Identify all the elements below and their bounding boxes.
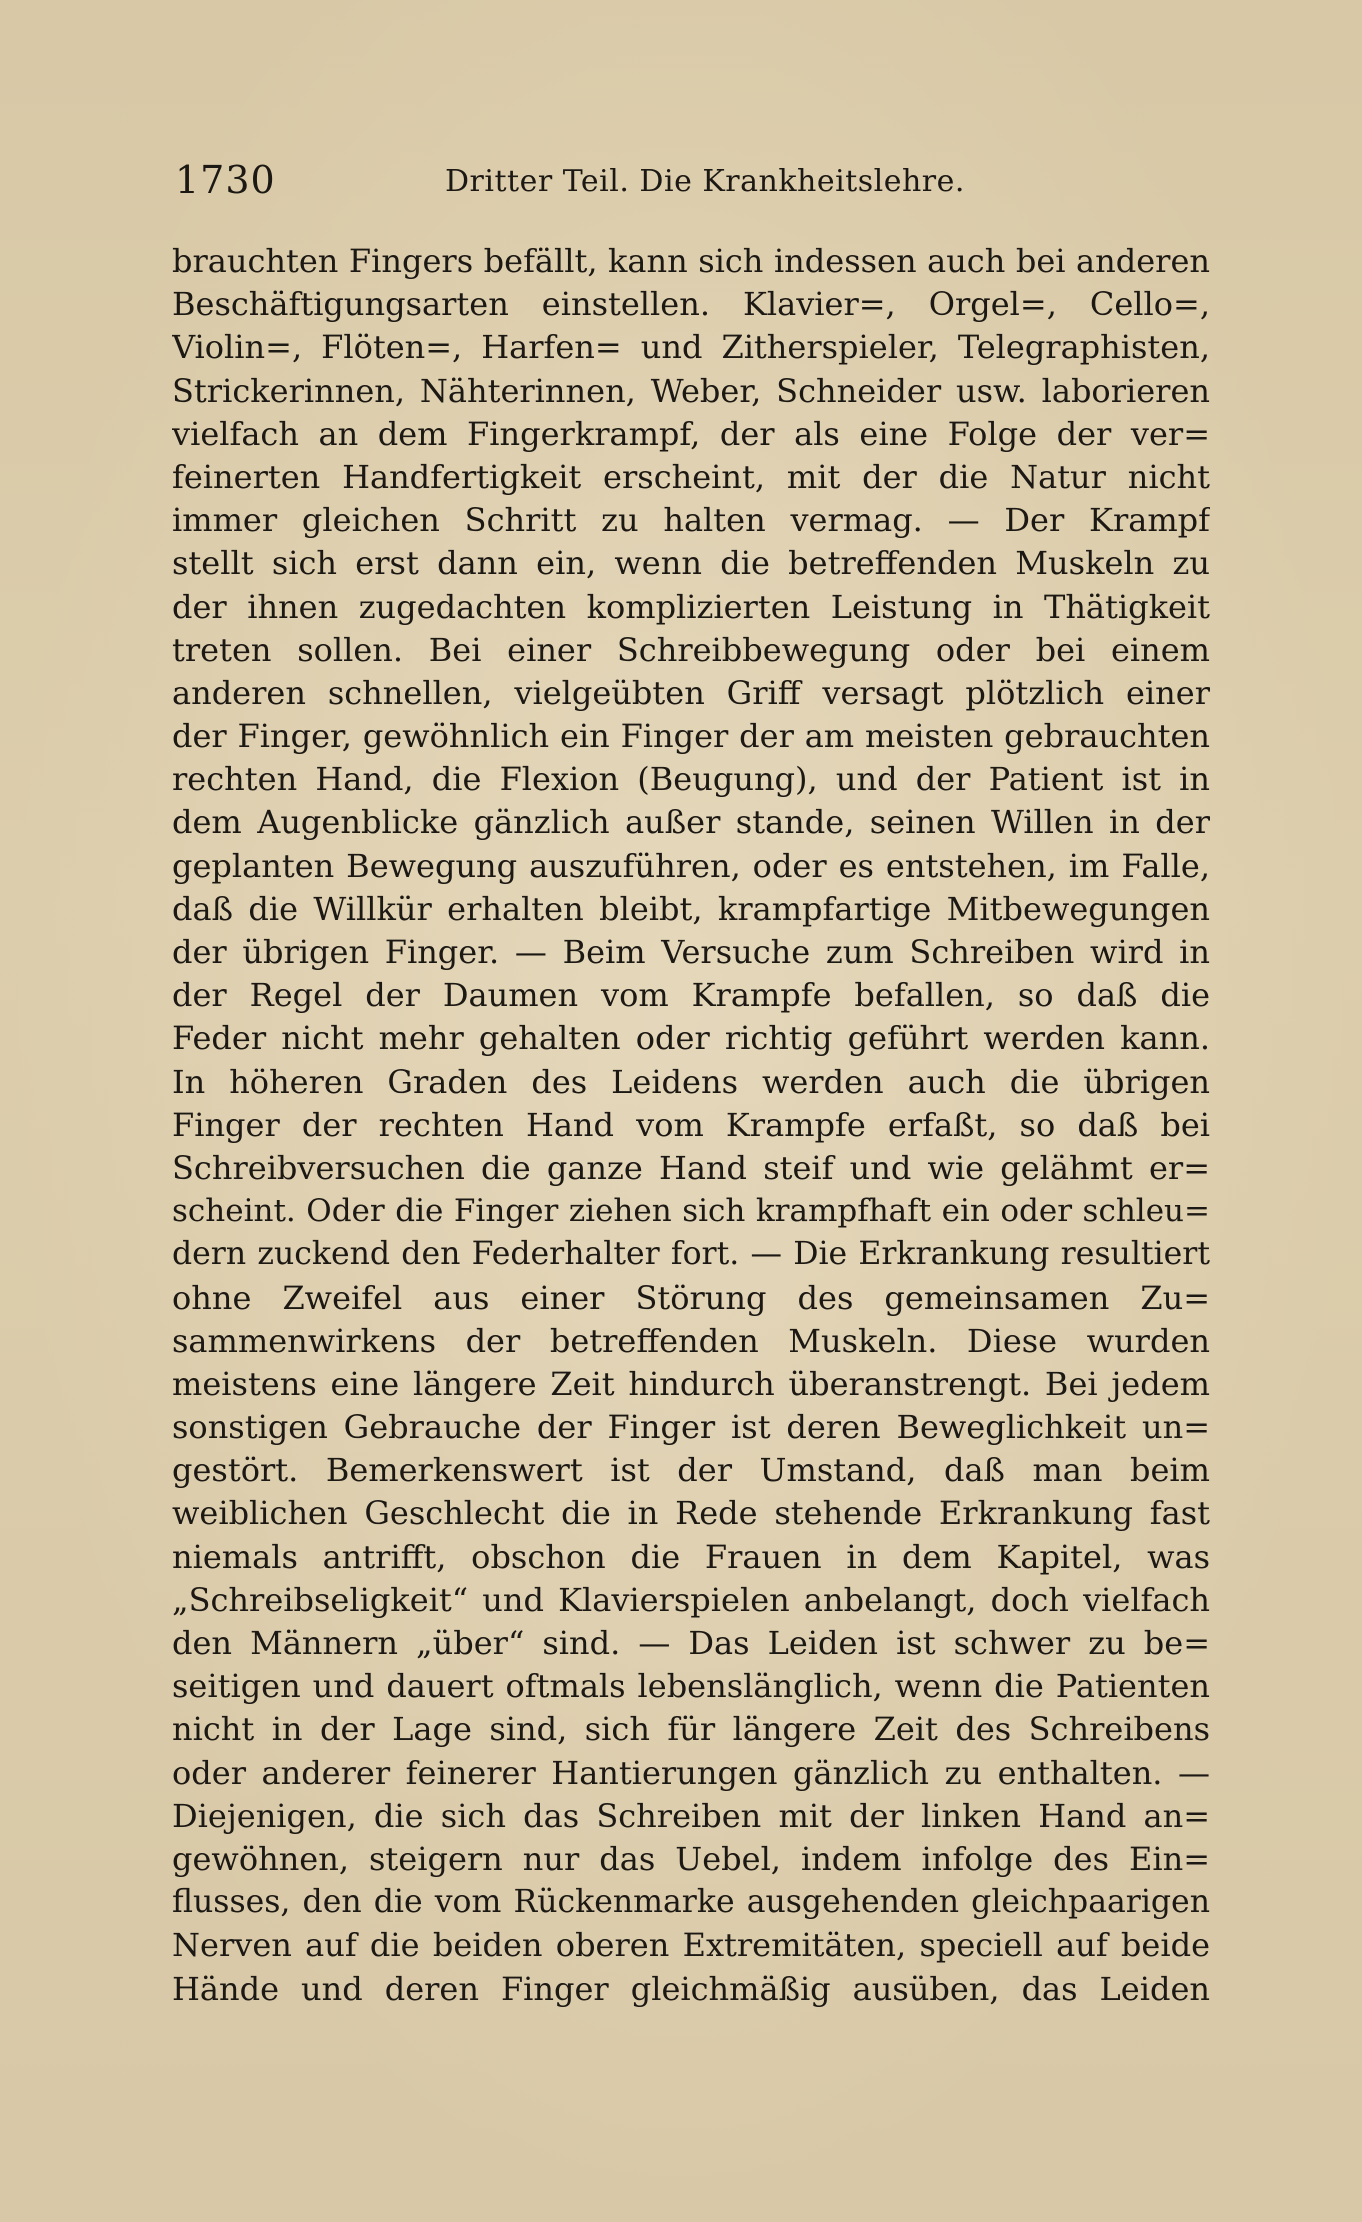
- text-line: daß die Willkür erhalten bleibt, krampfartige Mitbewegungen: [172, 889, 1210, 928]
- text-line: flusses, den die vom Rückenmarke ausgehenden gleichpaarigen: [172, 1884, 1210, 1921]
- text-line: sammenwirkens der betreffenden Muskeln. Diese wurden: [172, 1321, 1210, 1360]
- text-line: dem Augenblicke gänzlich außer stande, seinen Willen in der: [172, 803, 1210, 842]
- text-line: In höheren Graden des Leidens werden auch die übrigen: [172, 1062, 1210, 1101]
- text-line: der Regel der Daumen vom Krampfe befallen, so daß die: [172, 976, 1210, 1015]
- text-line: der ihnen zugedachten komplizierten Leistung in Thätigkeit: [172, 587, 1210, 626]
- text-line: meistens eine längere Zeit hindurch überanstrengt. Bei jedem: [172, 1364, 1210, 1403]
- text-line: ohne Zweifel aus einer Störung des gemeinsamen Zu=: [172, 1278, 1210, 1317]
- text-line: brauchten Fingers befällt, kann sich indessen auch bei anderen: [172, 242, 1210, 280]
- text-line: scheint. Oder die Finger ziehen sich krampfhaft ein oder schleu=: [172, 1193, 1210, 1230]
- text-line: „Schreibseligkeit“ und Klavierspielen anbelangt, doch vielfach: [172, 1580, 1210, 1619]
- text-line: feinerten Handfertigkeit erscheint, mit der die Natur nicht: [172, 457, 1210, 496]
- text-line: der Finger, gewöhnlich ein Finger der am meisten gebrauchten: [172, 717, 1210, 756]
- text-line: Schreibversuchen die ganze Hand steif und wie gelähmt er=: [172, 1148, 1210, 1187]
- text-line: Diejenigen, die sich das Schreiben mit der linken Hand an=: [172, 1796, 1210, 1835]
- text-line: sonstigen Gebrauche der Finger ist deren Beweglichkeit un=: [172, 1408, 1210, 1447]
- text-line: oder anderer feinerer Hantierungen gänzlich zu enthalten. —: [172, 1753, 1210, 1792]
- text-line: der übrigen Finger. — Beim Versuche zum Schreiben wird in: [172, 933, 1210, 971]
- running-head: Dritter Teil. Die Krankheitslehre.: [445, 164, 965, 199]
- text-line: Finger der rechten Hand vom Krampfe erfaßt, so daß bei: [172, 1105, 1210, 1144]
- text-line: den Männern „über“ sind. — Das Leiden ist schwer zu be=: [172, 1624, 1210, 1662]
- text-line: weiblichen Geschlecht die in Rede stehende Erkrankung fast: [172, 1494, 1210, 1533]
- text-line: anderen schnellen, vielgeübten Griff versagt plötzlich einer: [172, 673, 1210, 712]
- text-line: gewöhnen, steigern nur das Uebel, indem infolge des Ein=: [172, 1839, 1210, 1878]
- text-line: geplanten Bewegung auszuführen, oder es entstehen, im Falle,: [172, 846, 1210, 885]
- text-line: treten sollen. Bei einer Schreibbewegung oder bei einem: [172, 630, 1210, 669]
- text-line: vielfach an dem Fingerkrampf, der als eine Folge der ver=: [172, 414, 1210, 453]
- text-line: Strickerinnen, Nähterinnen, Weber, Schneider usw. laborieren: [172, 371, 1210, 410]
- text-line: nicht in der Lage sind, sich für längere Zeit des Schreibens: [172, 1710, 1210, 1749]
- page-header: [175, 158, 1225, 208]
- text-line: Feder nicht mehr gehalten oder richtig geführt werden kann.: [172, 1019, 1210, 1058]
- text-line: gestört. Bemerkenswert ist der Umstand, daß man beim: [172, 1451, 1210, 1490]
- text-line: dern zuckend den Federhalter fort. — Die Erkrankung resultiert: [172, 1236, 1210, 1273]
- text-line: rechten Hand, die Flexion (Beugung), und der Patient ist in: [172, 760, 1210, 799]
- text-line: immer gleichen Schritt zu halten vermag. — Der Krampf: [172, 501, 1210, 540]
- text-line: seitigen und dauert oftmals lebenslänglich, wenn die Patienten: [172, 1667, 1210, 1706]
- text-line: Beschäftigungsarten einstellen. Klavier=, Orgel=, Cello=,: [172, 285, 1210, 324]
- page-number: 1730: [175, 158, 276, 202]
- text-line: niemals antrifft, obschon die Frauen in dem Kapitel, was: [172, 1537, 1210, 1576]
- body-text: [172, 240, 1210, 2011]
- text-line: Hände und deren Finger gleichmäßig ausüben, das Leiden: [172, 1969, 1210, 2008]
- text-line: Violin=, Flöten=, Harfen= und Zitherspieler, Telegraphisten,: [172, 328, 1210, 367]
- text-line: stellt sich erst dann ein, wenn die betreffenden Muskeln zu: [172, 544, 1210, 583]
- text-line: Nerven auf die beiden oberen Extremitäten, speciell auf beide: [172, 1926, 1210, 1965]
